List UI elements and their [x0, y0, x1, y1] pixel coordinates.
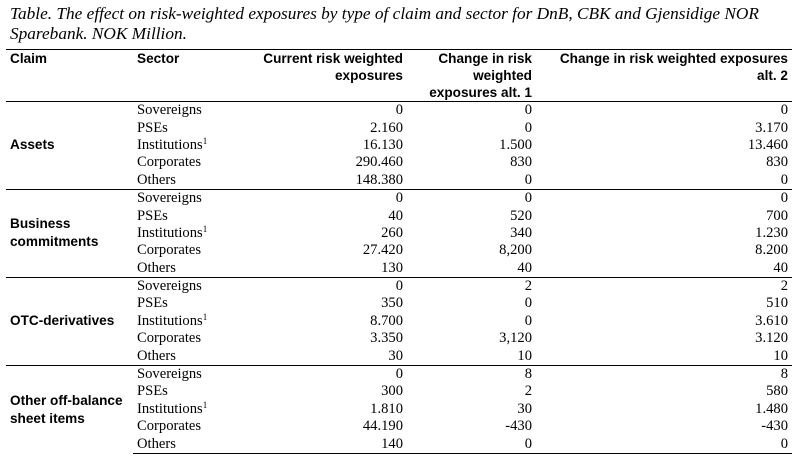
current-value-cell: 40 — [388, 207, 403, 224]
sector-cell — [133, 330, 241, 347]
alt2-value-cell: 830 — [766, 154, 788, 171]
alt2-value-cell: 40 — [773, 259, 788, 276]
sector-cell — [133, 418, 241, 435]
footnote-marker: 1 — [202, 223, 208, 234]
header-alt2: Change in risk weighted exposures alt. 2 — [536, 50, 792, 102]
sector-cell — [133, 383, 241, 400]
alt1-value-cell: 3,120 — [499, 330, 532, 347]
sector-label: Corporates — [137, 154, 202, 171]
sector-cell — [133, 242, 241, 259]
sector-label: PSEs — [137, 207, 168, 224]
table-row — [6, 365, 792, 383]
table-body — [6, 102, 792, 454]
sector-cell — [133, 154, 241, 171]
table-row — [6, 102, 792, 120]
sector-label: Sovereigns — [137, 366, 202, 383]
alt2-value-cell: 8 — [536, 365, 792, 383]
alt1-value-cell: 0 — [524, 312, 532, 329]
header-current: Current risk weighted exposures — [241, 50, 407, 102]
alt2-value-cell: 3.120 — [755, 330, 788, 347]
alt1-value-cell: -430 — [505, 418, 532, 435]
current-value-cell: 300 — [381, 383, 403, 400]
claim-cell: Assets — [6, 102, 133, 190]
alt2-value-cell: 0 — [536, 435, 792, 453]
footnote-marker: 1 — [202, 311, 208, 322]
alt2-value-cell: 1.230 — [755, 224, 788, 241]
claim-cell: OTC-derivatives — [6, 277, 133, 365]
sector-cell — [133, 137, 241, 154]
alt2-value-cell: 1.480 — [755, 400, 788, 417]
current-value-cell: 1.810 — [370, 400, 403, 417]
alt2-value-cell: 0 — [780, 171, 788, 188]
alt2-value-cell: 2 — [536, 277, 792, 295]
sector-label: Sovereigns — [137, 102, 202, 119]
alt2-value-cell: 13.460 — [747, 136, 788, 153]
sector-cell — [133, 313, 241, 330]
current-value-cell: 0 — [241, 102, 407, 120]
sector-label: Others — [137, 171, 176, 188]
sector-cell — [133, 347, 241, 365]
claim-cell: Business commitments — [6, 189, 133, 277]
alt1-value-cell: 40 — [517, 259, 532, 276]
current-value-cell: 8.700 — [370, 312, 403, 329]
table-row — [6, 189, 792, 207]
footnote-marker: 1 — [202, 135, 208, 146]
current-value-cell: 140 — [241, 435, 407, 453]
current-value-cell: 44.190 — [362, 418, 403, 435]
risk-weighted-exposures-table — [6, 49, 792, 454]
sector-label: Institutions — [137, 136, 203, 153]
sector-label: Corporates — [137, 418, 202, 435]
alt1-value-cell: 0 — [524, 171, 532, 188]
sector-cell — [133, 189, 241, 207]
alt1-value-cell: 830 — [510, 154, 532, 171]
alt2-value-cell: -430 — [761, 418, 788, 435]
alt1-value-cell: 0 — [407, 435, 536, 453]
alt1-value-cell: 0 — [524, 295, 532, 312]
sector-label: PSEs — [137, 119, 168, 136]
alt2-value-cell: 10 — [773, 347, 788, 364]
alt1-value-cell: 340 — [510, 224, 532, 241]
current-value-cell: 16.130 — [362, 136, 403, 153]
alt2-value-cell: 8.200 — [755, 242, 788, 259]
sector-label: Corporates — [137, 330, 202, 347]
alt1-value-cell: 2 — [524, 383, 532, 400]
alt1-value-cell: 520 — [510, 207, 532, 224]
sector-cell — [133, 119, 241, 136]
sector-cell — [133, 260, 241, 278]
sector-label: Others — [137, 435, 176, 452]
alt1-value-cell: 1.500 — [499, 136, 532, 153]
sector-cell — [133, 225, 241, 242]
sector-label: Sovereigns — [137, 190, 202, 207]
alt1-value-cell: 0 — [524, 119, 532, 136]
alt2-value-cell: 510 — [766, 295, 788, 312]
sector-cell — [133, 277, 241, 295]
sector-label: Others — [137, 347, 176, 364]
header-sector: Sector — [133, 50, 241, 102]
current-value-cell: 290.460 — [355, 154, 403, 171]
alt2-value-cell: 700 — [766, 207, 788, 224]
current-value-cell: 2.160 — [370, 119, 403, 136]
table-caption: Table. The effect on risk-weighted exposures by type of claim and sector for DnB, CBK and Gjensidige NOR Sparebank. NOK Million. — [10, 4, 759, 43]
alt1-value-cell: 2 — [407, 277, 536, 295]
header-row — [6, 50, 792, 102]
current-value-cell: 0 — [241, 189, 407, 207]
current-value-cell: 0 — [241, 277, 407, 295]
claim-cell: Other off-balance sheet items — [6, 365, 133, 453]
alt1-value-cell: 8 — [407, 365, 536, 383]
current-value-cell: 3.350 — [370, 330, 403, 347]
header-claim: Claim — [6, 50, 133, 102]
sector-label: Others — [137, 259, 176, 276]
alt2-value-cell: 0 — [536, 102, 792, 120]
sector-label: Sovereigns — [137, 278, 202, 295]
header-alt1: Change in risk weighted exposures alt. 1 — [407, 50, 536, 102]
sector-label: PSEs — [137, 383, 168, 400]
alt2-value-cell: 580 — [766, 383, 788, 400]
sector-cell — [133, 295, 241, 312]
sector-label: Corporates — [137, 242, 202, 259]
sector-cell — [133, 172, 241, 190]
sector-cell — [133, 365, 241, 383]
current-value-cell: 148.380 — [355, 171, 403, 188]
current-value-cell: 130 — [381, 259, 403, 276]
alt2-value-cell: 0 — [536, 189, 792, 207]
sector-label: Institutions — [137, 312, 203, 329]
sector-cell — [133, 102, 241, 120]
sector-label: Institutions — [137, 400, 203, 417]
alt1-value-cell: 8,200 — [499, 242, 532, 259]
alt2-value-cell: 3.610 — [755, 312, 788, 329]
current-value-cell: 30 — [388, 347, 403, 364]
sector-label: Institutions — [137, 224, 203, 241]
current-value-cell: 0 — [241, 365, 407, 383]
footnote-marker: 1 — [202, 399, 208, 410]
sector-label: PSEs — [137, 295, 168, 312]
current-value-cell: 350 — [381, 295, 403, 312]
sector-cell — [133, 401, 241, 418]
alt1-value-cell: 0 — [407, 102, 536, 120]
alt2-value-cell: 3.170 — [755, 119, 788, 136]
table-row — [6, 277, 792, 295]
current-value-cell: 260 — [381, 224, 403, 241]
alt1-value-cell: 10 — [517, 347, 532, 364]
sector-cell — [133, 435, 241, 453]
sector-cell — [133, 207, 241, 224]
alt1-value-cell: 0 — [407, 189, 536, 207]
alt1-value-cell: 30 — [517, 400, 532, 417]
current-value-cell: 27.420 — [362, 242, 403, 259]
